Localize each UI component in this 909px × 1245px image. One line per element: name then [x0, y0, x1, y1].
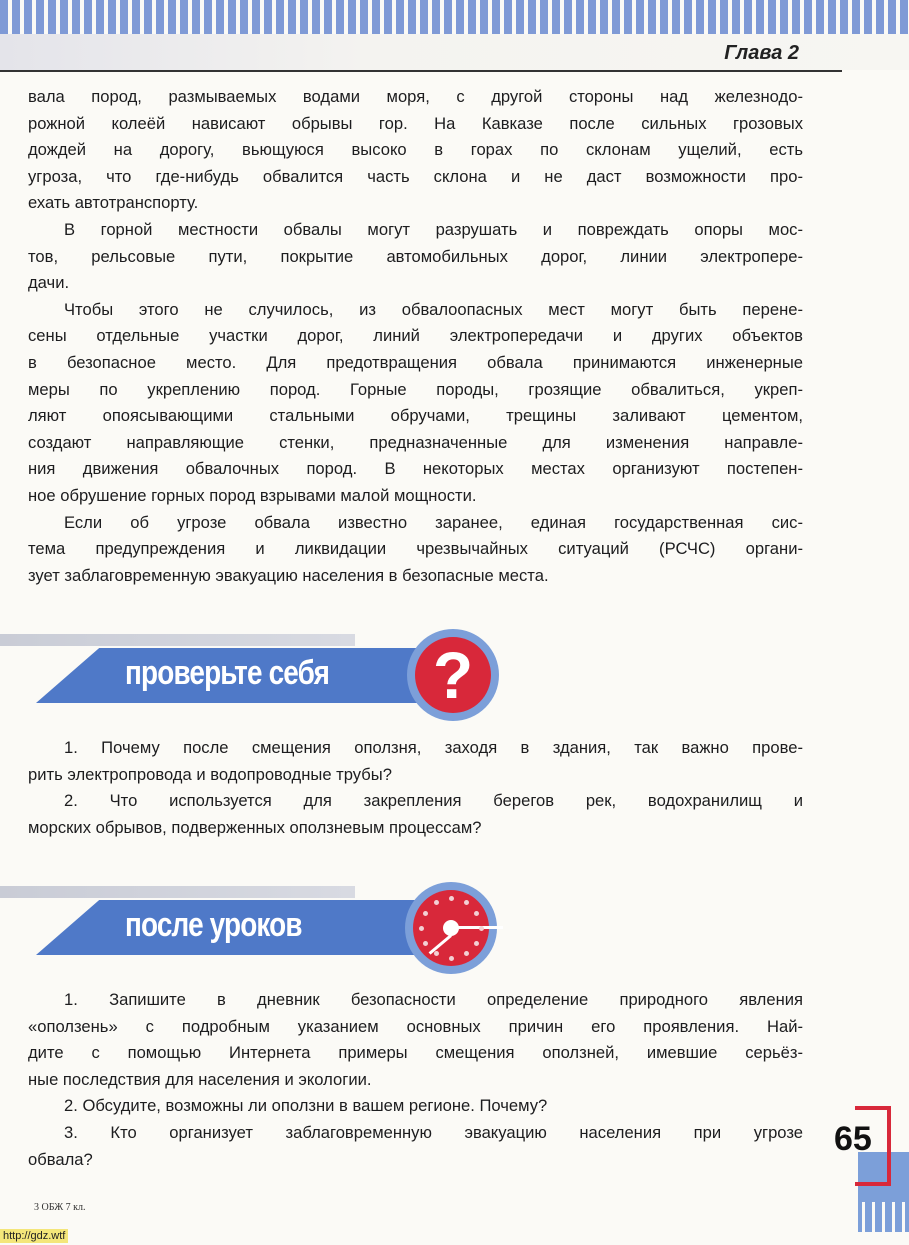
text-line: 1. Запишите в дневник безопасности определение природного явления [64, 990, 803, 1009]
text-line: морских обрывов, подверженных оползневым процессам? [28, 817, 482, 837]
clock-tick [423, 911, 428, 916]
text-line: Чтобы этого не случилось, из обвалоопасных мест могут быть перене- [64, 299, 803, 319]
chapter-heading: Глава 2 [724, 42, 799, 64]
text-line: вала пород, размываемых водами моря, с другой стороны над железнодо- [28, 87, 803, 106]
text-line: тов, рельсовые пути, покрытие автомобильных дорог, линии электропере- [28, 246, 803, 266]
text-line: ное обрушение горных пород взрывами малой мощности. [28, 485, 477, 505]
paragraph [28, 788, 803, 841]
paragraph [28, 297, 803, 510]
text-line: ехать автотранспорту. [28, 193, 199, 213]
text-line: обвала? [28, 1149, 93, 1169]
paragraph [28, 84, 803, 217]
text-line: В горной местности обвалы могут разрушать и повреждать опоры мос- [64, 219, 803, 239]
text-line: угроза, что где-нибудь обвалится часть склона и не даст возможности про- [28, 166, 803, 186]
question-mark-icon: ? [407, 629, 499, 721]
watermark-url[interactable]: http://gdz.wtf [0, 1229, 68, 1243]
clock-tick [479, 926, 484, 931]
text-line: 2. Что используется для закрепления берегов рек, водохранилищ и [64, 791, 803, 811]
check-questions [28, 735, 803, 841]
banner-title: после уроков [125, 906, 302, 944]
footer-signature: 3 ОБЖ 7 кл. [34, 1202, 86, 1213]
clock-tick [419, 926, 424, 931]
clock-tick [464, 951, 469, 956]
after-lessons-banner [0, 880, 520, 990]
text-line: ния движения обвалочных пород. В некоторых местах организуют постепен- [28, 459, 803, 479]
clock-tick [434, 900, 439, 905]
clock-tick [434, 951, 439, 956]
text-line: меры по укреплению пород. Горные породы, грозящие обвалиться, укреп- [28, 379, 803, 399]
text-line: в безопасное место. Для предотвращения обвала принимаются инженерные [28, 352, 803, 372]
body-text [28, 84, 803, 589]
text-line: 2. Обсудите, возможны ли оползни в вашем регионе. Почему? [64, 1096, 548, 1116]
text-line: рожной колеёй нависают обрывы гор. На Кавказе после сильных грозовых [28, 113, 803, 133]
text-line: ляют опоясывающими стальными обручами, трещины заливают цементом, [28, 406, 803, 426]
text-line: 3. Кто организует заблаговременную эвакуацию населения при угрозе [64, 1122, 803, 1142]
header-rule [0, 70, 842, 72]
text-line: создают направляющие стенки, предназначенные для изменения направле- [28, 432, 803, 452]
text-line: зует заблаговременную эвакуацию населения в безопасные места. [28, 565, 549, 585]
text-line: тема предупреждения и ликвидации чрезвычайных ситуаций (РСЧС) органи- [28, 539, 803, 559]
page-number: 65 [834, 1120, 872, 1158]
clock-tick [464, 900, 469, 905]
text-line: «оползень» с подробным указанием основных причин его проявления. Най- [28, 1016, 803, 1036]
text-line: дачи. [28, 273, 70, 293]
banner-title: проверьте себя [125, 654, 330, 692]
clock-tick [449, 896, 454, 901]
paragraph [28, 1093, 803, 1120]
clock-tick [474, 941, 479, 946]
after-lessons-tasks [28, 987, 803, 1173]
text-line: рить электропровода и водопроводные трубы? [28, 764, 392, 784]
clock-tick [449, 956, 454, 961]
top-stripes [0, 0, 909, 34]
paragraph [28, 987, 803, 1093]
text-line: дите с помощью Интернета примеры смещения оползней, имевшие серьёз- [28, 1043, 803, 1063]
paragraph [28, 1120, 803, 1173]
clock-tick [474, 911, 479, 916]
paragraph [28, 510, 803, 590]
clock-icon [405, 882, 497, 974]
text-line: ные последствия для населения и экологии. [28, 1069, 372, 1089]
clock-tick [423, 941, 428, 946]
text-line: Если об угрозе обвала известно заранее, единая государственная сис- [64, 512, 803, 532]
paragraph [28, 217, 803, 297]
paragraph [28, 735, 803, 788]
banner-grey-strip [0, 634, 355, 646]
check-yourself-banner [0, 628, 520, 738]
text-line: сены отдельные участки дорог, линий электропередачи и других объектов [28, 326, 803, 346]
banner-grey-strip [0, 886, 355, 898]
text-line: дождей на дорогу, вьющуюся высоко в горах по склонам ущелий, есть [28, 140, 803, 160]
text-line: 1. Почему после смещения оползня, заходя в здания, так важно прове- [64, 738, 803, 757]
